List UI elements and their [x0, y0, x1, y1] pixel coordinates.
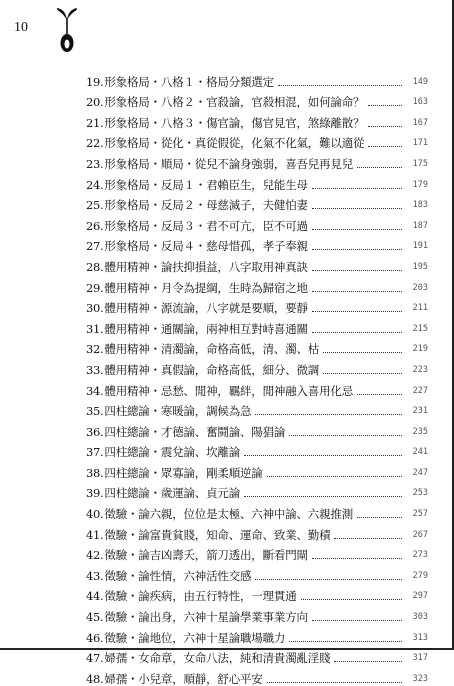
toc-entry[interactable]: [86, 542, 428, 563]
toc-entry[interactable]: [86, 459, 428, 480]
toc-entry[interactable]: [86, 356, 428, 377]
toc-entry[interactable]: [86, 500, 428, 521]
entry-title: 體用精神・源流論，八字就是要順，要靜: [104, 301, 308, 316]
entry-title: 婦孺・小兒章，順靜，舒心平安: [104, 671, 263, 686]
entry-number: 35.: [86, 404, 104, 419]
sprout-seed-icon: [57, 6, 77, 54]
toc-entry[interactable]: [86, 233, 428, 254]
entry-page-number: 317: [412, 653, 428, 664]
entry-title: 形象格局・從化・真從假從，化氣不化氣，難以適從: [104, 136, 365, 151]
toc-entry[interactable]: [86, 274, 428, 295]
entry-number: 40.: [86, 507, 104, 522]
dot-leader: [278, 84, 402, 86]
dot-leader: [289, 640, 402, 642]
toc-entry[interactable]: [86, 603, 428, 624]
dot-leader: [255, 413, 402, 415]
toc-entry[interactable]: [86, 439, 428, 460]
dot-leader: [357, 166, 402, 168]
entry-page-number: 195: [412, 261, 428, 272]
entry-title: 形象格局・八格１・格局分類選定: [104, 74, 274, 89]
entry-page-number: 297: [412, 591, 428, 602]
entry-number: 36.: [86, 424, 104, 439]
entry-title: 體用精神・通關論，兩神相互對峙喜通關: [104, 321, 308, 336]
dot-leader: [312, 619, 402, 621]
entry-number: 37.: [86, 445, 104, 460]
dot-leader: [312, 187, 402, 189]
entry-title: 徵驗・論吉凶壽夭，箭刀透出，斷看門閘: [104, 548, 308, 563]
entry-title: 四柱總論・才德論、奮鬪論、陽猖論: [104, 424, 286, 439]
entry-page-number: 219: [412, 344, 428, 355]
entry-title: 體用精神・真假論，命格高低，細分、微調: [104, 362, 320, 377]
entry-number: 19.: [86, 74, 104, 89]
entry-page-number: 235: [412, 426, 428, 437]
entry-page-number: 227: [412, 385, 428, 396]
entry-number: 31.: [86, 321, 104, 336]
entry-title: 徵驗・論疾病，由五行特性，一理貫通: [104, 589, 297, 604]
toc-entry[interactable]: [86, 253, 428, 274]
entry-number: 23.: [86, 156, 104, 171]
entry-page-number: 313: [412, 632, 428, 643]
entry-title: 徵驗・論六親，位位是太極、六神中論、六親推測: [104, 507, 353, 522]
entry-number: 41.: [86, 527, 104, 542]
dot-leader: [244, 454, 402, 456]
dot-leader: [289, 434, 402, 436]
toc-entry[interactable]: [86, 68, 428, 89]
entry-number: 28.: [86, 259, 104, 274]
entry-number: 30.: [86, 301, 104, 316]
entry-page-number: 279: [412, 570, 428, 581]
entry-number: 27.: [86, 239, 104, 254]
dot-leader: [267, 681, 402, 683]
dot-leader: [312, 290, 402, 292]
entry-number: 33.: [86, 362, 104, 377]
entry-number: 39.: [86, 486, 104, 501]
entry-title: 形象格局・反局１・君賴臣生，兒能生母: [104, 177, 308, 192]
entry-title: 徵驗・論性情，六神活性交感: [104, 568, 252, 583]
entry-page-number: 163: [412, 97, 428, 108]
entry-title: 體用精神・忌愁、閒神，羈絆，閒神融入喜用化忌: [104, 383, 353, 398]
entry-title: 徵驗・論富貴貧賤，知命、運命、致業、勤積: [104, 527, 331, 542]
dot-leader: [267, 475, 402, 477]
dot-leader: [368, 125, 402, 127]
entry-page-number: 303: [412, 612, 428, 623]
entry-number: 47.: [86, 651, 104, 666]
toc-entry[interactable]: [86, 624, 428, 645]
entry-page-number: 223: [412, 364, 428, 375]
entry-number: 24.: [86, 177, 104, 192]
entry-number: 25.: [86, 198, 104, 213]
entry-page-number: 247: [412, 467, 428, 478]
dot-leader: [312, 269, 402, 271]
dot-leader: [312, 557, 402, 559]
entry-title: 四柱總論・眾寡論，剛柔順逆論: [104, 465, 263, 480]
entry-title: 形象格局・八格３・傷官論，傷官見官，煞綠離散？: [104, 115, 365, 130]
entry-page-number: 257: [412, 509, 428, 520]
entry-number: 21.: [86, 115, 104, 130]
toc-entry[interactable]: [86, 521, 428, 542]
entry-page-number: 231: [412, 406, 428, 417]
entry-title: 婦孺・女命章，女命八法，純和清貴濁亂淫賤: [104, 651, 331, 666]
toc-entry[interactable]: [86, 315, 428, 336]
toc-entry[interactable]: [86, 89, 428, 110]
dot-leader: [323, 372, 402, 374]
entry-page-number: 241: [412, 447, 428, 458]
dot-leader: [312, 331, 402, 333]
toc-entry[interactable]: [86, 480, 428, 501]
entry-page-number: 253: [412, 488, 428, 499]
dot-leader: [368, 104, 402, 106]
toc-entry[interactable]: [86, 418, 428, 439]
entry-page-number: 167: [412, 117, 428, 128]
entry-number: 34.: [86, 383, 104, 398]
entry-page-number: 183: [412, 200, 428, 211]
entry-title: 體用精神・月令為提綱，生時為歸宿之地: [104, 280, 308, 295]
entry-number: 42.: [86, 548, 104, 563]
toc-entry[interactable]: [86, 336, 428, 357]
table-of-contents: [86, 68, 428, 686]
entry-page-number: 273: [412, 550, 428, 561]
toc-entry[interactable]: [86, 562, 428, 583]
entry-number: 44.: [86, 589, 104, 604]
entry-title: 四柱總論・歲運論、貞元論: [104, 486, 240, 501]
entry-title: 形象格局・順局・從兒不論身強弱，喜吾兒再見兒: [104, 156, 353, 171]
toc-entry[interactable]: [86, 109, 428, 130]
toc-entry[interactable]: [86, 295, 428, 316]
dot-leader: [312, 248, 402, 250]
toc-entry[interactable]: [86, 583, 428, 604]
entry-number: 32.: [86, 342, 104, 357]
entry-number: 20.: [86, 95, 104, 110]
page-number: 10: [14, 20, 28, 35]
dot-leader: [368, 145, 402, 147]
entry-title: 形象格局・八格２・官殺論，官殺相混，如何論命？: [104, 95, 365, 110]
toc-entry[interactable]: [86, 377, 428, 398]
entry-page-number: 149: [412, 76, 428, 87]
toc-entry[interactable]: [86, 645, 428, 666]
entry-page-number: 267: [412, 529, 428, 540]
entry-number: 29.: [86, 280, 104, 295]
entry-page-number: 211: [412, 303, 428, 314]
entry-title: 形象格局・反局２・母慈滅子，夫健怕妻: [104, 198, 308, 213]
dot-leader: [255, 578, 402, 580]
entry-page-number: 187: [412, 220, 428, 231]
entry-title: 徵驗・論出身，六神十星論學業事業方向: [104, 610, 308, 625]
toc-entry[interactable]: [86, 212, 428, 233]
toc-entry[interactable]: [86, 192, 428, 213]
toc-entry[interactable]: [86, 171, 428, 192]
dot-leader: [357, 516, 402, 518]
entry-number: 26.: [86, 218, 104, 233]
entry-page-number: 323: [412, 673, 428, 684]
dot-leader: [244, 495, 402, 497]
entry-number: 38.: [86, 465, 104, 480]
entry-page-number: 175: [412, 158, 428, 169]
entry-number: 46.: [86, 630, 104, 645]
entry-number: 43.: [86, 568, 104, 583]
toc-entry[interactable]: [86, 665, 428, 686]
entry-title: 體用精神・清濁論，命格高低，清、濁、枯: [104, 342, 320, 357]
entry-page-number: 203: [412, 282, 428, 293]
entry-title: 形象格局・反局４・慈母惜孤，孝子奉親: [104, 239, 308, 254]
entry-page-number: 215: [412, 323, 428, 334]
dot-leader: [312, 228, 402, 230]
toc-entry[interactable]: [86, 130, 428, 151]
entry-title: 徵驗・論地位，六神十星論職場職力: [104, 630, 286, 645]
entry-page-number: 179: [412, 179, 428, 190]
entry-title: 體用精神・論扶抑損益，八字取用神真訣: [104, 259, 308, 274]
entry-page-number: 171: [412, 138, 428, 149]
dot-leader: [312, 310, 402, 312]
entry-title: 形象格局・反局３・君不可亢，臣不可過: [104, 218, 308, 233]
toc-entry[interactable]: [86, 150, 428, 171]
entry-page-number: 191: [412, 241, 428, 252]
dot-leader: [334, 660, 402, 662]
entry-number: 45.: [86, 610, 104, 625]
dot-leader: [301, 598, 403, 600]
dot-leader: [312, 207, 402, 209]
entry-title: 四柱總論・寒暖論，調候為急: [104, 404, 252, 419]
dot-leader: [357, 393, 402, 395]
entry-number: 48.: [86, 671, 104, 686]
entry-number: 22.: [86, 136, 104, 151]
dot-leader: [323, 351, 402, 353]
entry-title: 四柱總論・震兌論、坎離論: [104, 445, 240, 460]
dot-leader: [334, 537, 402, 539]
toc-entry[interactable]: [86, 398, 428, 419]
